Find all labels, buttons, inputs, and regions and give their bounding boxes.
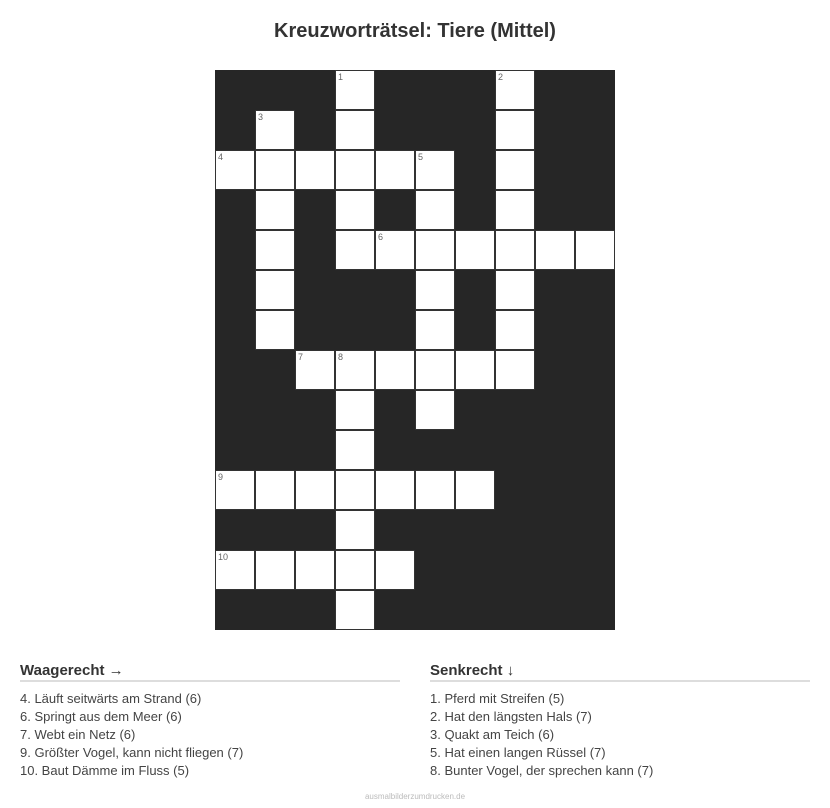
grid-cell[interactable] <box>335 150 375 190</box>
clue-number: 4 <box>218 152 224 162</box>
clue-number: 3 <box>258 112 264 122</box>
grid-cell[interactable] <box>415 270 455 310</box>
grid-cell[interactable] <box>375 470 415 510</box>
grid-cell[interactable] <box>295 550 335 590</box>
clue-across-6: 6. Springt aus dem Meer (6) <box>20 709 182 724</box>
clue-down-3: 3. Quakt am Teich (6) <box>430 727 555 742</box>
grid-cell[interactable] <box>455 350 495 390</box>
grid-cell[interactable] <box>335 70 375 110</box>
grid-cell[interactable] <box>335 590 375 630</box>
clue-down-8: 8. Bunter Vogel, der sprechen kann (7) <box>430 763 654 778</box>
down-clues <box>430 662 810 780</box>
grid-cell[interactable] <box>335 390 375 430</box>
grid-cell[interactable] <box>335 110 375 150</box>
grid-cell[interactable] <box>415 310 455 350</box>
grid-cell[interactable] <box>335 350 375 390</box>
grid-cell[interactable] <box>295 350 335 390</box>
grid-cell[interactable] <box>495 110 535 150</box>
clue-down-5: 5. Hat einen langen Rüssel (7) <box>430 745 606 760</box>
grid-cell[interactable] <box>415 470 455 510</box>
clue-down-1: 1. Pferd mit Streifen (5) <box>430 691 565 706</box>
grid-cell[interactable] <box>495 150 535 190</box>
grid-cell[interactable] <box>255 110 295 150</box>
page-title: Kreuzworträtsel: Tiere (Mittel) <box>274 20 556 42</box>
grid-cell[interactable] <box>295 470 335 510</box>
clue-across-4: 4. Läuft seitwärts am Strand (6) <box>20 691 202 706</box>
clue-number: 2 <box>498 72 504 82</box>
grid-cell[interactable] <box>495 70 535 110</box>
grid-cell[interactable] <box>415 350 455 390</box>
grid-cell[interactable] <box>535 230 575 270</box>
clue-number: 10 <box>218 552 229 562</box>
grid-cell[interactable] <box>495 350 535 390</box>
grid-cell[interactable] <box>455 470 495 510</box>
grid-cell[interactable] <box>255 470 295 510</box>
crossword-grid <box>215 70 615 630</box>
grid-cell[interactable] <box>455 230 495 270</box>
grid-cell[interactable] <box>495 190 535 230</box>
clue-number: 1 <box>338 72 344 82</box>
grid-cell[interactable] <box>215 150 255 190</box>
clue-number: 7 <box>298 352 304 362</box>
grid-cell[interactable] <box>415 230 455 270</box>
grid-cell[interactable] <box>255 550 295 590</box>
clue-across-10: 10. Baut Dämme im Fluss (5) <box>20 763 190 778</box>
grid-cell[interactable] <box>255 150 295 190</box>
grid-cell[interactable] <box>375 230 415 270</box>
grid-cell[interactable] <box>335 430 375 470</box>
grid-cell[interactable] <box>495 270 535 310</box>
clue-number: 8 <box>338 352 344 362</box>
grid-cell[interactable] <box>375 550 415 590</box>
grid-cell[interactable] <box>375 350 415 390</box>
grid-cell[interactable] <box>255 270 295 310</box>
clue-number: 6 <box>378 232 384 242</box>
grid-cell[interactable] <box>335 190 375 230</box>
grid-cell[interactable] <box>495 230 535 270</box>
grid-cell[interactable] <box>255 190 295 230</box>
across-heading: Waagerecht → <box>20 662 400 682</box>
clue-across-7: 7. Webt ein Netz (6) <box>20 727 136 742</box>
grid-cell[interactable] <box>215 470 255 510</box>
clue-across-9: 9. Größter Vogel, kann nicht fliegen (7) <box>20 745 244 760</box>
down-clue-list <box>430 690 810 780</box>
grid-cell[interactable] <box>375 150 415 190</box>
grid-cell[interactable] <box>575 230 615 270</box>
down-heading: Senkrecht ↓ <box>430 662 810 682</box>
grid-cell[interactable] <box>335 230 375 270</box>
grid-cell[interactable] <box>415 190 455 230</box>
footer-credit: ausmalbilderzumdrucken.de <box>364 792 466 801</box>
across-clues <box>20 662 400 780</box>
grid-cell[interactable] <box>415 150 455 190</box>
clue-number: 5 <box>418 152 424 162</box>
grid-cell[interactable] <box>495 310 535 350</box>
grid-cell[interactable] <box>215 550 255 590</box>
grid-cell[interactable] <box>415 390 455 430</box>
grid-cell[interactable] <box>335 550 375 590</box>
across-clue-list <box>20 690 400 780</box>
clue-number: 9 <box>218 472 224 482</box>
grid-cell[interactable] <box>255 310 295 350</box>
grid-cell[interactable] <box>335 510 375 550</box>
grid-cell[interactable] <box>255 230 295 270</box>
clue-down-2: 2. Hat den längsten Hals (7) <box>430 709 592 724</box>
grid-cell[interactable] <box>335 470 375 510</box>
grid-cell[interactable] <box>295 150 335 190</box>
